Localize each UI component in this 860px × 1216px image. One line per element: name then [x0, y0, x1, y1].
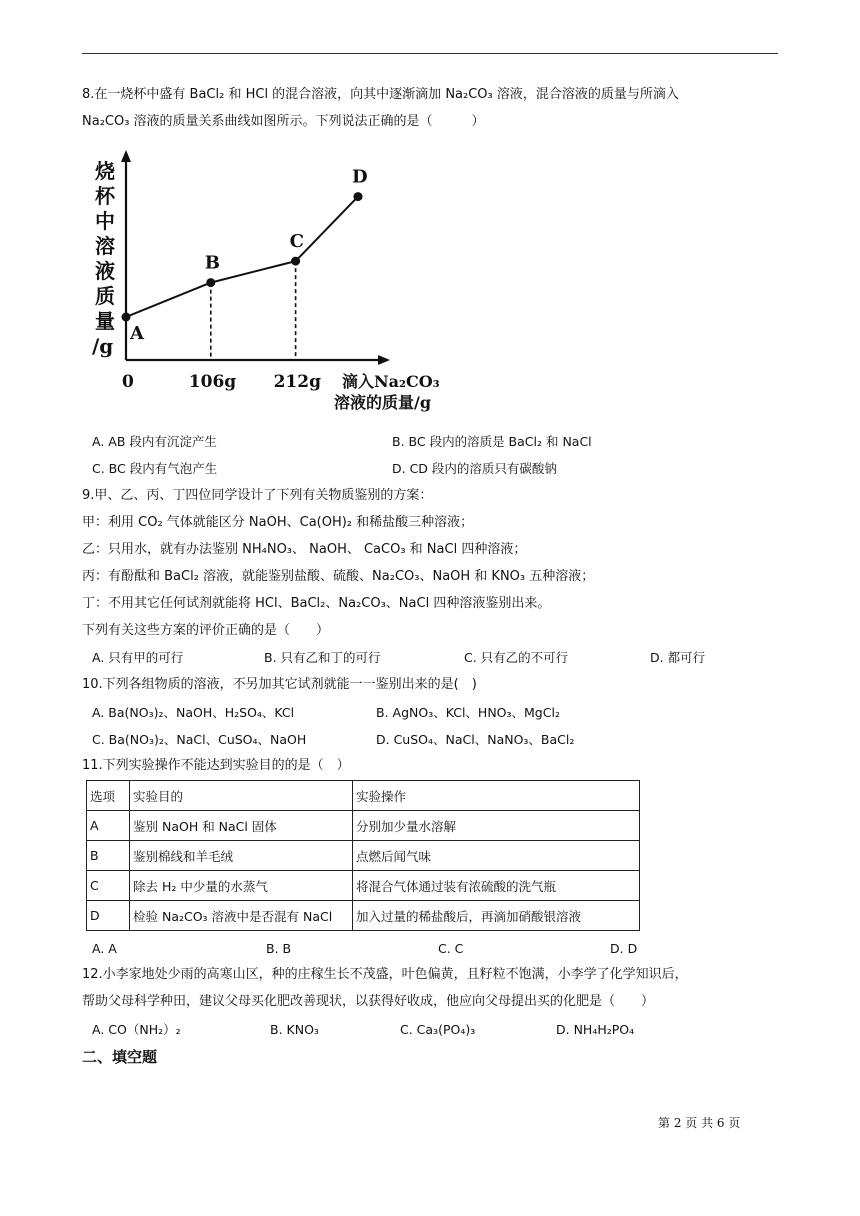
- x-axis-label-line1: 滴入Na₂CO₃: [342, 372, 440, 391]
- y-axis-label-char: 质: [95, 284, 115, 308]
- data-point-B: [206, 278, 215, 287]
- data-point-C: [291, 257, 300, 266]
- series-segment-CD: [296, 197, 358, 262]
- q9-yi: 乙：只用水，就有办法鉴别 NH₄NO₃、 NaOH、 CaCO₃ 和 NaCl 四种溶液；: [82, 542, 527, 557]
- table-cell: A: [87, 811, 130, 841]
- section-title: 二、填空题: [82, 1048, 158, 1066]
- q10-option-a: A. Ba(NO₃)₂、NaOH、H₂SO₄、KCl: [92, 705, 295, 720]
- q10-stem: 10.下列各组物质的溶液，不另加其它试剂就能一一鉴别出来的是( ): [82, 677, 477, 692]
- q11-option-b: B. B: [266, 941, 292, 956]
- series-segment-BC: [211, 261, 296, 283]
- x-axis-arrow: [378, 355, 390, 365]
- q11-stem: 11.下列实验操作不能达到实验目的的是（ ）: [82, 758, 350, 773]
- point-label-A: A: [130, 323, 144, 344]
- table-cell: 鉴别棉线和羊毛绒: [130, 841, 353, 871]
- x-axis-label-line2: 溶液的质量/g: [334, 393, 432, 412]
- page-footer: 第 2 页 共 6 页: [658, 1116, 741, 1130]
- q9-option-c: C. 只有乙的不可行: [464, 650, 569, 665]
- series-segment-AB: [126, 283, 211, 317]
- q8-option-d: D. CD 段内的溶质只有碳酸钠: [392, 461, 557, 476]
- table-header-cell: 实验操作: [353, 781, 640, 811]
- table-cell: 加入过量的稀盐酸后，再滴加硝酸银溶液: [353, 901, 640, 931]
- data-point-D: [354, 192, 363, 201]
- table-row: [87, 901, 640, 931]
- y-axis-label-char: 液: [95, 259, 115, 283]
- q9-option-d: D. 都可行: [650, 650, 706, 665]
- header-rule: [82, 53, 778, 54]
- table-header-cell: 实验目的: [130, 781, 353, 811]
- table-cell: 将混合气体通过装有浓硫酸的洗气瓶: [353, 871, 640, 901]
- table-row: [87, 811, 640, 841]
- q8-chart: [84, 150, 464, 420]
- table-row: [87, 871, 640, 901]
- x-tick-label: 106g: [188, 372, 237, 392]
- table-cell: 检验 Na₂CO₃ 溶液中是否混有 NaCl: [130, 901, 353, 931]
- q10-option-b: B. AgNO₃、KCl、HNO₃、MgCl₂: [376, 705, 560, 720]
- table-cell: 分别加少量水溶解: [353, 811, 640, 841]
- table-cell: B: [87, 841, 130, 871]
- q11-table: [86, 780, 640, 931]
- x-tick-label: 212g: [273, 372, 321, 392]
- q12-option-c: C. Ca₃(PO₄)₃: [400, 1022, 476, 1037]
- q9-option-a: A. 只有甲的可行: [92, 650, 184, 665]
- q9-option-b: B. 只有乙和丁的可行: [264, 650, 381, 665]
- q11-option-a: A. A: [92, 941, 117, 956]
- q8-text-line1: 8.在一烧杯中盛有 BaCl₂ 和 HCl 的混合溶液，向其中逐渐滴加 Na₂CO₃ 溶液，混合溶液的质量与所滴入: [82, 87, 679, 102]
- table-row: [87, 841, 640, 871]
- q10-option-d: D. CuSO₄、NaCl、NaNO₃、BaCl₂: [376, 732, 575, 747]
- q12-option-a: A. CO（NH₂）₂: [92, 1022, 181, 1037]
- x-tick-label: 0: [122, 372, 134, 392]
- table-cell: D: [87, 901, 130, 931]
- y-axis-arrow: [121, 150, 131, 162]
- q8-text-line2: Na₂CO₃ 溶液的质量关系曲线如图所示。下列说法正确的是（ ）: [82, 114, 485, 129]
- q9-jia: 甲：利用 CO₂ 气体就能区分 NaOH、Ca(OH)₂ 和稀盐酸三种溶液；: [82, 515, 474, 530]
- q12-option-b: B. KNO₃: [270, 1022, 319, 1037]
- point-label-D: D: [352, 166, 368, 188]
- q8-option-c: C. BC 段内有气泡产生: [92, 461, 218, 476]
- q8-option-b: B. BC 段内的溶质是 BaCl₂ 和 NaCl: [392, 434, 592, 449]
- table-cell: 鉴别 NaOH 和 NaCl 固体: [130, 811, 353, 841]
- table-header-row: [87, 781, 640, 811]
- q9-ding: 丁：不用其它任何试剂就能将 HCl、BaCl₂、Na₂CO₃、NaCl 四种溶液鉴别出来。: [82, 596, 551, 611]
- q9-question: 下列有关这些方案的评价正确的是（ ）: [82, 623, 330, 638]
- q10-option-c: C. Ba(NO₃)₂、NaCl、CuSO₄、NaOH: [92, 732, 307, 747]
- q9-bing: 丙：有酚酞和 BaCl₂ 溶液，就能鉴别盐酸、硫酸、Na₂CO₃、NaOH 和 KNO₃ 五种溶液；: [82, 569, 595, 584]
- q8-option-a: A. AB 段内有沉淀产生: [92, 434, 217, 449]
- q12-line2: 帮助父母科学种田，建议父母买化肥改善现状，以获得好收成，他应向父母提出买的化肥是（ ）: [82, 994, 655, 1009]
- table-cell: 除去 H₂ 中少量的水蒸气: [130, 871, 353, 901]
- q11-option-d: D. D: [610, 941, 638, 956]
- table-cell: C: [87, 871, 130, 901]
- y-axis-label-char: 中: [95, 209, 115, 233]
- point-label-B: B: [204, 252, 221, 274]
- y-axis-label: [92, 159, 116, 358]
- q12-option-d: D. NH₄H₂PO₄: [556, 1022, 635, 1037]
- point-label-C: C: [289, 231, 304, 253]
- table-cell: 点燃后闻气味: [353, 841, 640, 871]
- data-point-A: [122, 313, 131, 322]
- q12-line1: 12.小李家地处少雨的高寒山区，种的庄稼生长不茂盛，叶色偏黄，且籽粒不饱满，小李学了化学知识后，: [82, 967, 688, 982]
- q9-stem: 9.甲、乙、丙、丁四位同学设计了下列有关物质鉴别的方案：: [82, 488, 433, 503]
- y-axis-label-char: 烧: [95, 159, 115, 183]
- y-axis-label-char: /g: [92, 334, 114, 358]
- table-header-cell: 选项: [87, 781, 130, 811]
- y-axis-label-char: 量: [95, 309, 115, 333]
- y-axis-label-char: 溶: [95, 234, 115, 258]
- y-axis-label-char: 杯: [95, 184, 115, 208]
- q11-option-c: C. C: [438, 941, 464, 956]
